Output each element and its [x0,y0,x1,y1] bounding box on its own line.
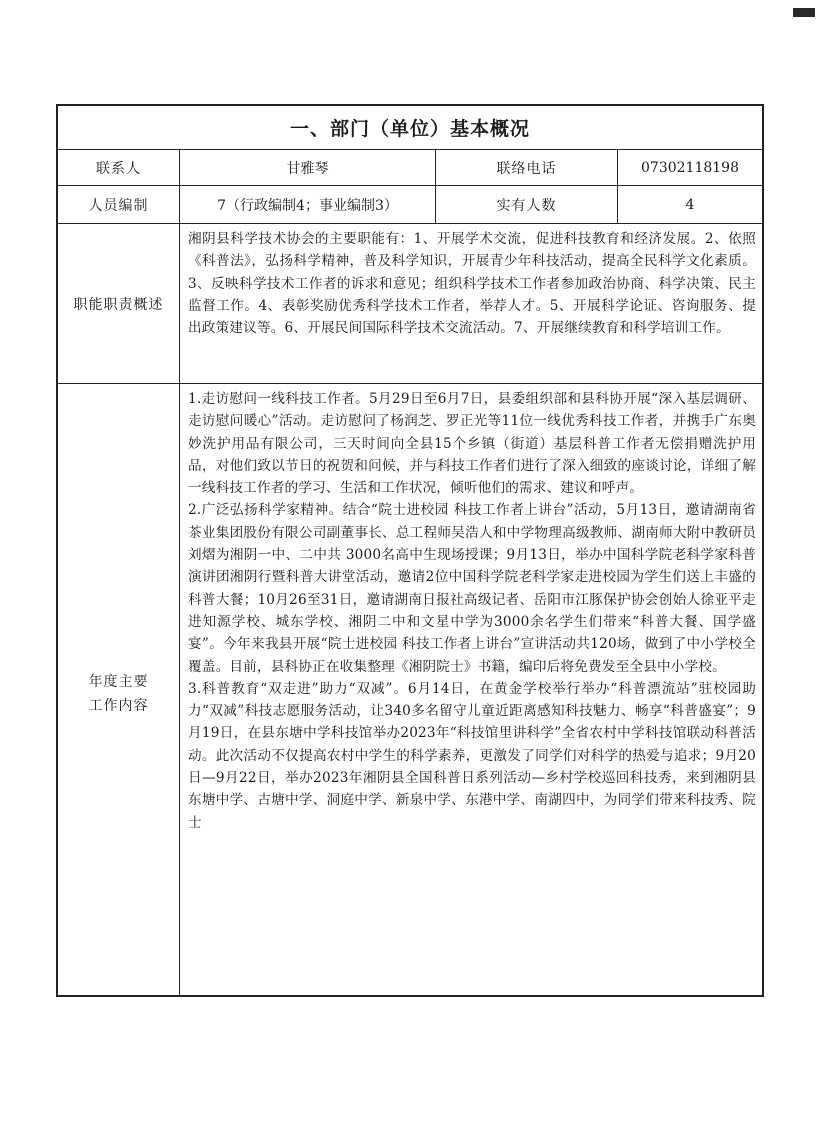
annual-work-label-line1: 年度主要 [88,674,149,690]
contact-label: 联系人 [58,150,180,185]
scan-edge-mark [793,8,815,17]
contact-row [58,150,762,186]
actual-staff-value: 4 [685,196,695,213]
actual-staff-label: 实有人数 [436,186,618,223]
table-title-row [58,106,762,150]
staffing-label: 人员编制 [58,186,180,223]
work-item-1: 1.走访慰问一线科技工作者。5月29日至6月7日，县委组织部和县科协开展“深入基层调研、走访慰问暖心”活动。走访慰问了杨润芝、罗正光等11位一线优秀科技工作者，并携手广东奥妙洗护用品有限公司，三天时间向全县15个乡镇（街道）基层科普工作者无偿捐赠洗护用品，对他们致以节日的祝贺和问候，并与科技工作者们进行了深入细致的座谈讨论，详细了解一线科技工作者的学习、生活和工作状况，倾听他们的需求、建议和呼声。 [188,391,756,497]
work-item-3: 3.科普教育“双走进”助力“双减”。6月14日，在黄金学校举行举办“科普漂流站”驻校园助力“双减”科技志愿服务活动，让340多名留守儿童近距离感知科技魅力、畅享“科普盛宴”；9月19日，在县东塘中学科技馆举办2023年“科技馆里讲科学”全省农村中学科技馆联动科普活动。此次活动不仅提高农村中学生的科学素养，更激发了同学们对科学的热爱与追求；9月20日—9月22日，举办2023年湘阴县全国科普日系列活动—乡村学校巡回科技秀，来到湘阴县东塘中学、古塘中学、洞庭中学、新泉中学、东港中学、南湖四中，为同学们带来科技秀、院士 [188,680,756,831]
staffing-value: 7（行政编制4；事业编制3） [180,186,436,223]
annual-work-text [188,388,756,834]
duties-label: 职能职责概述 [58,224,180,383]
phone-label: 联络电话 [436,150,618,185]
annual-work-row [58,384,762,997]
staffing-row [58,186,762,224]
annual-work-label-line2: 工作内容 [88,698,149,714]
section-title: 一、部门（单位）基本概况 [289,118,530,140]
overview-table [56,104,764,997]
contact-name: 甘雅琴 [180,150,436,185]
duties-row [58,224,762,384]
duties-text [188,228,756,339]
duties-paragraph: 湘阴县科学技术协会的主要职能有：1、开展学术交流，促进科技教育和经济发展。2、依照《科普法》，弘扬科学精神，普及科学知识，开展青少年科技活动，提高全民科学文化素质。3、反映科学技术工作者的诉求和意见；组织科学技术工作者参加政治协商、科学决策、民主监督工作。4、表彰奖励优秀科学技术工作者，举荐人才。5、开展科学论证、咨询服务、提出政策建议等。6、开展民间国际科学技术交流活动。7、开展继续教育和科学培训工作。 [188,231,756,337]
work-item-2: 2.广泛弘扬科学家精神。结合“院士进校园 科技工作者上讲台”活动，5月13日，邀请湖南省茶业集团股份有限公司副董事长、总工程师吴浩人和中学物理高级教师、湖南师大附中教研员刘熠为湘阴一中、二中共 3000名高中生现场授课；9月13日，举办中国科学院老科学家科普演讲团湘阴行暨科普大讲堂活动，邀请2位中国科学院老科学家走进校园为学生们送上丰盛的科普大餐；10月26至31日，邀请湖南日报社高级记者、岳阳市江豚保护协会创始人徐亚平走进知源学校、城东学校、湘阴二中和文星中学为3000余名学生们带来“科普大餐、国学盛宴”。今年来我县开展“院士进校园 科技工作者上讲台”宣讲活动共120场，做到了中小学校全覆盖。目前，县科协正在收集整理《湘阴院士》书籍，编印后将免费发至全县中小学校。 [188,502,756,675]
annual-work-label [58,384,180,997]
phone-value: 07302118198 [641,159,739,176]
